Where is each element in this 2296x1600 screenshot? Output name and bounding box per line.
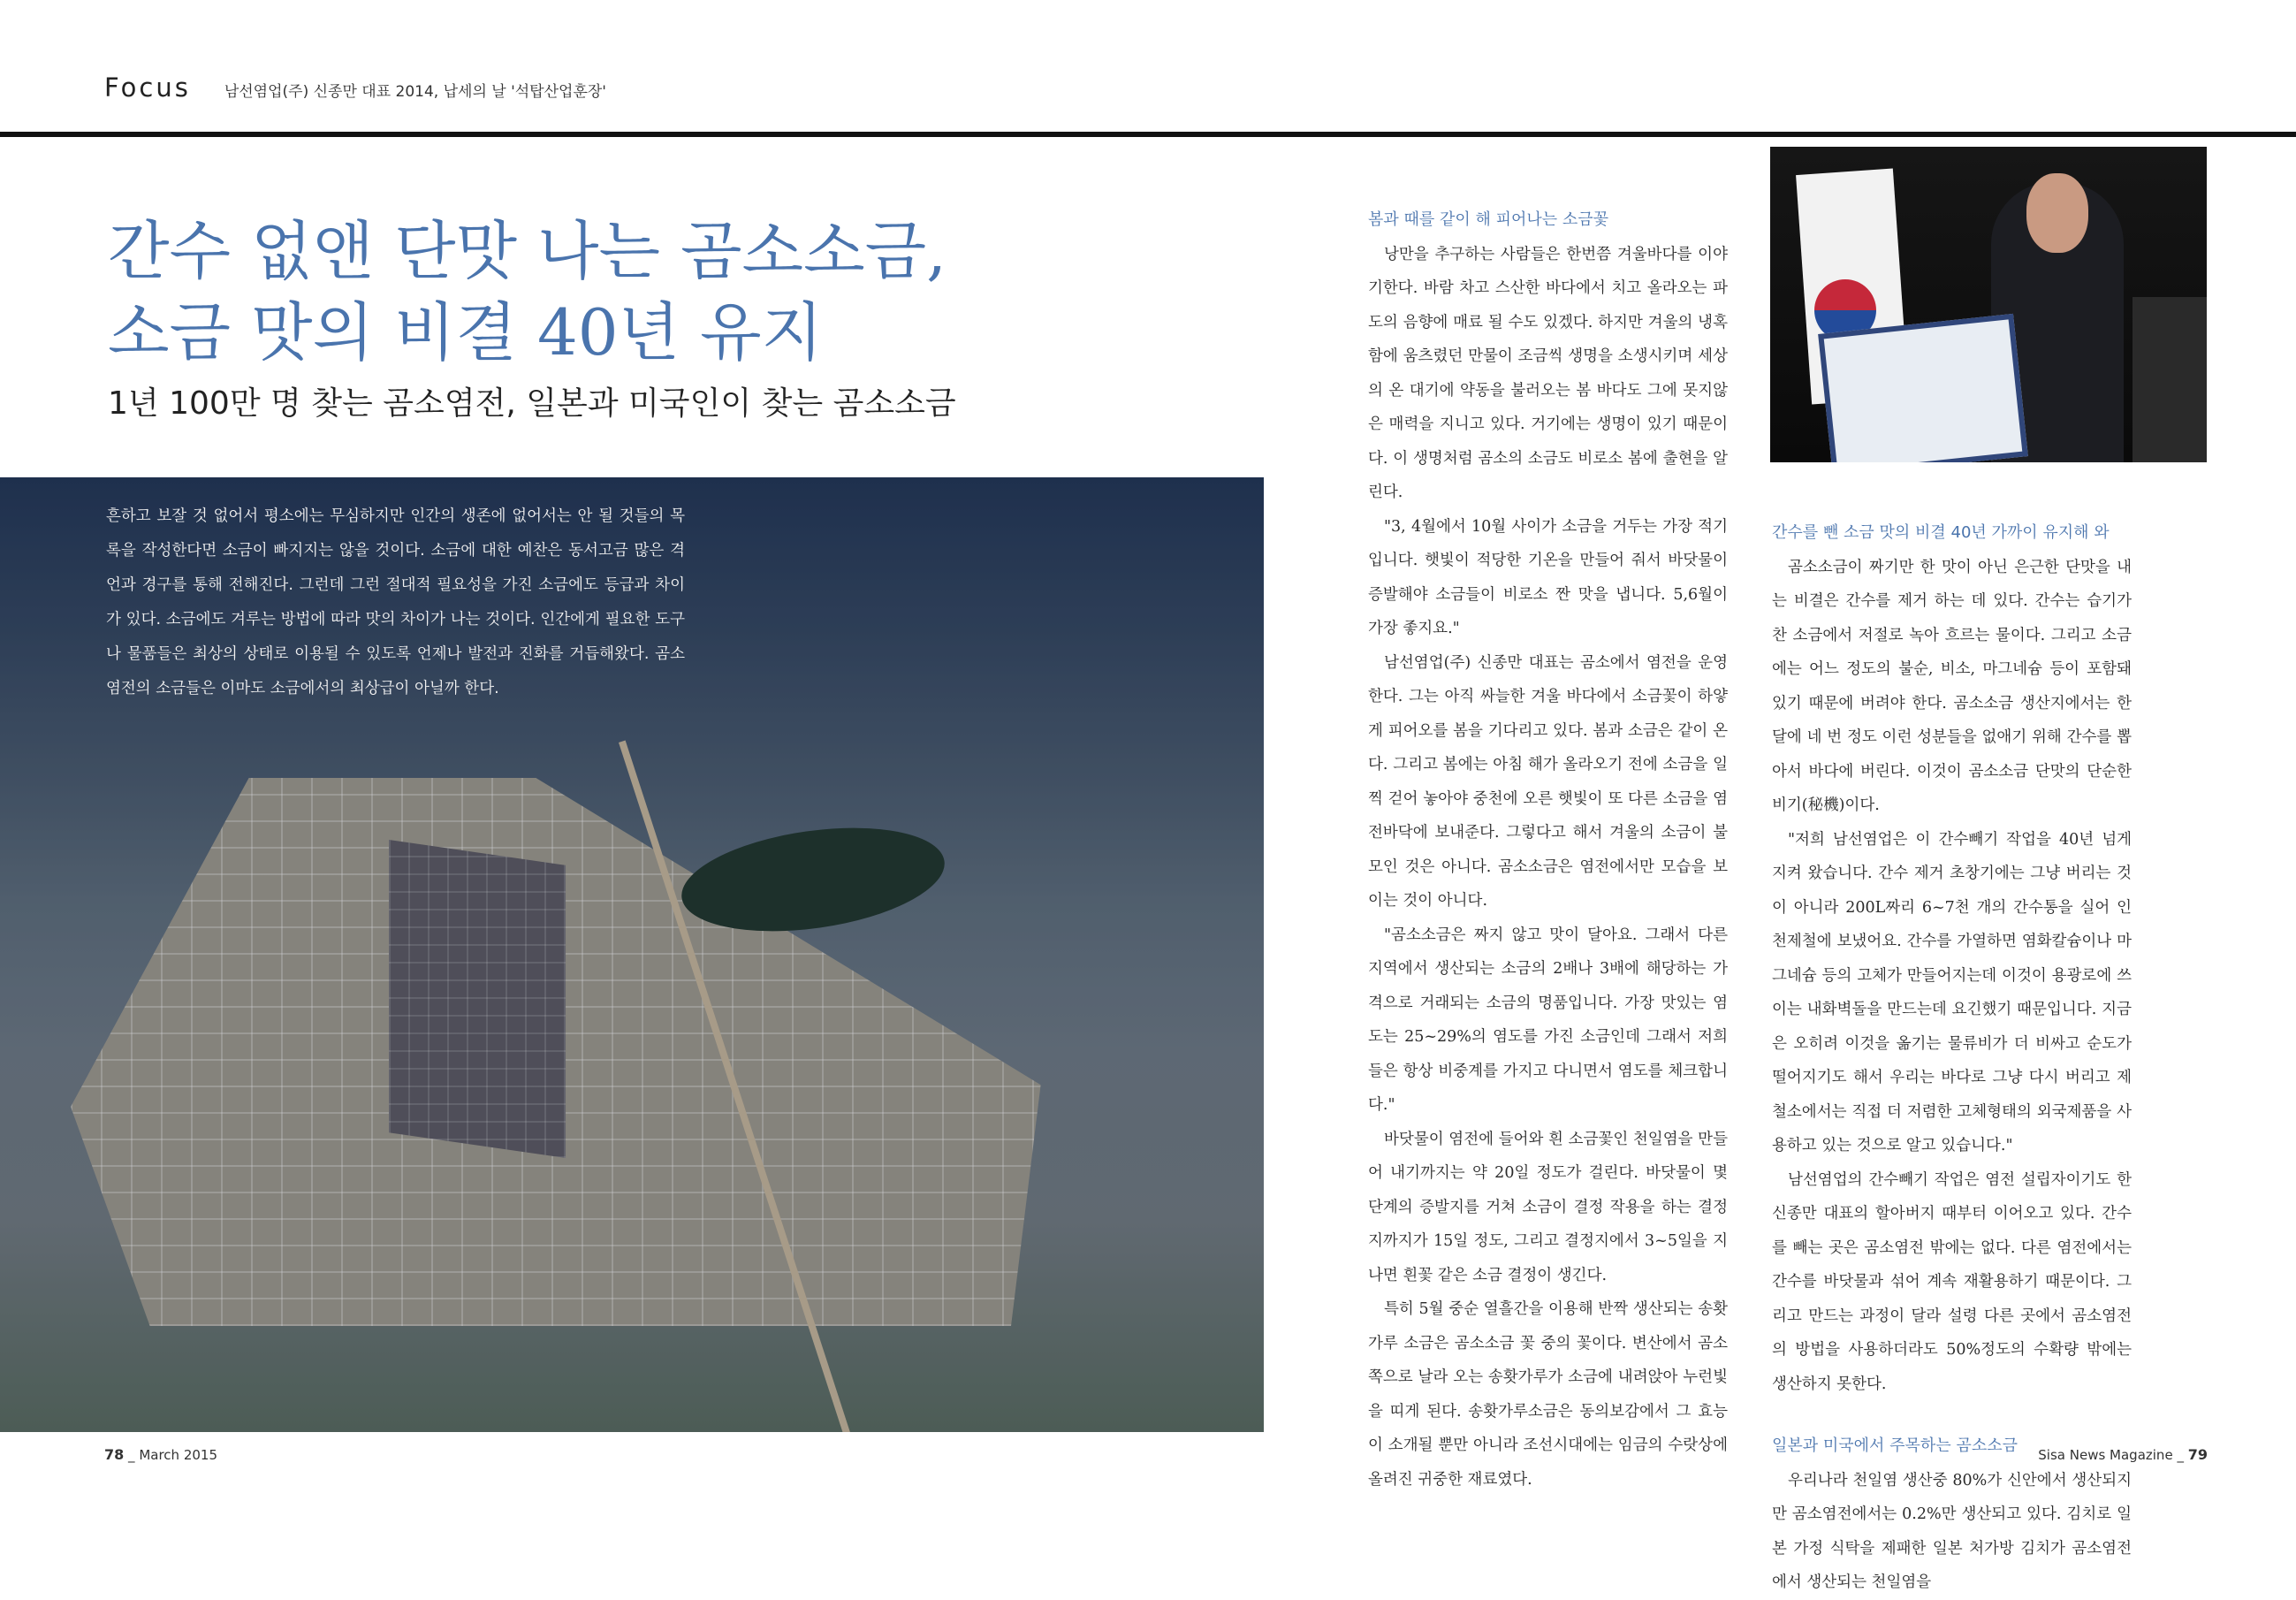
salt-farm-aerial-photo <box>0 477 1264 1432</box>
column-2-paragraph: 남선염업의 간수빼기 작업은 염전 설립자이기도 한 신종만 대표의 할아버지 때부터 이어오고 있다. 간수를 빼는 곳은 곰소염전 밖에는 없다. 다른 염전에서는 간수를 바닷물과 섞어 계속 재활용하기 때문이다. 그리고 만드는 과정이 달라 설령 다른 곳에서 곰소염전의 방법을 사용하더라도 50%정도의 수확량 밖에는 생산하지 못한다. <box>1772 1170 2132 1393</box>
column-1-paragraph: 낭만을 추구하는 사람들은 한번쯤 겨울바다를 이야기한다. 바람 차고 스산한 바다에서 치고 올라오는 파도의 음향에 매료 될 수도 있겠다. 하지만 겨울의 냉혹함에 움츠렸던 만물이 조금씩 생명을 소생시키며 세상의 온 대기에 약동을 불러오는 봄 바다도 그에 못지않은 매력을 지니고 있다. 거기에는 생명이 있기 때문이다. 이 생명처럼 곰소의 소금도 비로소 봄에 출현을 알린다. <box>1368 245 1728 501</box>
headline-line-1: 간수 없앤 단맛 나는 곰소소금, <box>108 214 947 288</box>
article-column-1 <box>1368 203 1728 1497</box>
award-ceremony-photo <box>1770 147 2207 462</box>
column-2-heading-1: 간수를 뺀 소금 맛의 비결 40년 가까이 유지해 와 <box>1772 523 2110 542</box>
header-subtitle: 남선염업(주) 신종만 대표 2014, 납세의 날 '석탑산업훈장' <box>224 83 606 101</box>
column-1-paragraph: "3, 4월에서 10월 사이가 소금을 거두는 가장 적기입니다. 햇빛이 적당한 기온을 만들어 줘서 바닷물이 증발해야 소금들이 비로소 짠 맛을 냅니다. 5,6월이 가장 좋지요." <box>1368 517 1728 637</box>
issue-date: March 2015 <box>139 1447 217 1463</box>
column-1-paragraph: "곰소소금은 짜지 않고 맛이 달아요. 그래서 다른 지역에서 생산되는 소금의 2배나 3배에 해당하는 가격으로 거래되는 소금의 명품입니다. 가장 맛있는 염도는 25~29%의 염도를 가진 소금인데 그래서 저희들은 항상 비중계를 가지고 다니면서 염도를 체크합니다." <box>1368 926 1728 1114</box>
headline <box>108 210 947 373</box>
section-label: Focus <box>104 72 191 103</box>
headline-line-2: 소금 맛의 비결 40년 유지 <box>108 295 824 370</box>
column-2-heading-2: 일본과 미국에서 주목하는 곰소소금 <box>1772 1436 2018 1455</box>
photo-caption-text: 흔하고 보잘 것 없어서 평소에는 무심하지만 인간의 생존에 없어서는 안 될 것들의 목록을 작성한다면 소금이 빠지지는 않을 것이다. 소금에 대한 예찬은 동서고금 많은 격언과 경구를 통해 전해진다. 그런데 그런 절대적 필요성을 가진 소금에도 등급과 차이가 있다. 소금에도 겨루는 방법에 따라 맛의 차이가 나는 것이다. 인간에게 필요한 도구나 물품들은 최상의 상태로 이용될 수 있도록 언제나 발전과 진화를 거듭해왔다. 곰소염전의 소금들은 이마도 소금에서의 최상급이 아닐까 한다. <box>106 507 685 697</box>
page-number-right: 79 <box>2187 1446 2208 1463</box>
column-1-paragraph: 바닷물이 염전에 들어와 흰 소금꽃인 천일염을 만들어 내기까지는 약 20일 정도가 걸린다. 바닷물이 몇 단계의 증발지를 거쳐 소금이 결정 작용을 하는 결정지까지가 15일 정도, 그리고 결정지에서 3~5일을 지나면 흰꽃 같은 소금 결정이 생긴다. <box>1368 1130 1728 1284</box>
page-number-left: 78 <box>104 1446 125 1463</box>
column-1-paragraph: 특히 5월 중순 열흘간을 이용해 반짝 생산되는 송홧가루 소금은 곰소소금 꽃 중의 꽃이다. 변산에서 곰소 쪽으로 날라 오는 송홧가루가 소금에 내려앉아 누런빛을 띠게 된다. 송홧가루소금은 동의보감에서 그 효능이 소개될 뿐만 아니라 조선시대에는 임금의 수랏상에 올려진 귀중한 재료였다. <box>1368 1300 1728 1489</box>
footer-separator: _ <box>128 1447 140 1463</box>
footer-right <box>2038 1446 2208 1463</box>
footer-separator: _ <box>2177 1447 2188 1463</box>
column-1-paragraph: 남선염업(주) 신종만 대표는 곰소에서 염전을 운영한다. 그는 아직 싸늘한 겨울 바다에서 소금꽃이 하얗게 피어오를 봄을 기다리고 있다. 봄과 소금은 같이 온다. 그리고 봄에는 아침 해가 올라오기 전에 소금을 일찍 걷어 놓아야 중천에 오른 햇빛이 또 다른 소금을 염전바닥에 보내준다. 그렇다고 해서 겨울의 소금이 불모인 것은 아니다. 곰소소금은 염전에서만 모습을 보이는 것이 아니다. <box>1368 653 1728 910</box>
ceo-face <box>2026 173 2088 253</box>
header-rule <box>0 132 2296 137</box>
attendees-group <box>2133 297 2207 462</box>
column-2-paragraph: "저희 남선염업은 이 간수빼기 작업을 40년 넘게 지켜 왔습니다. 간수 제거 초창기에는 그냥 버리는 것이 아니라 200L짜리 6~7천 개의 간수통을 실어 인천제철에 보냈어요. 간수를 가열하면 염화칼슘이나 마그네슘 등의 고체가 만들어지는데 이것이 용광로에 쓰이는 내화벽돌을 만드는데 요긴했기 때문입니다. 지금은 오히려 이것을 옮기는 물류비가 더 비싸고 순도가 떨어지기도 해서 우리는 바다로 그냥 다시 버리고 제철소에서는 직접 더 저렴한 고체형태의 외국제품을 사용하고 있는 것으로 알고 있습니다." <box>1772 830 2132 1154</box>
column-1-heading: 봄과 때를 같이 해 피어나는 소금꽃 <box>1368 210 1609 229</box>
article-column-2 <box>1772 516 2132 1600</box>
award-certificate <box>1818 314 2028 462</box>
magazine-name: Sisa News Magazine <box>2038 1447 2173 1463</box>
column-2-paragraph: 우리나라 천일염 생산중 80%가 신안에서 생산되지만 곰소염전에서는 0.2%만 생산되고 있다. 김치로 일본 가정 식탁을 제패한 일본 처가방 김치가 곰소염전에서 생산되는 천일염을 <box>1772 1471 2132 1591</box>
footer-left <box>104 1446 217 1463</box>
running-header <box>104 72 606 103</box>
column-2-paragraph: 곰소소금이 짜기만 한 맛이 아닌 은근한 단맛을 내는 비결은 간수를 제거 하는 데 있다. 간수는 습기가 찬 소금에서 저절로 녹아 흐르는 물이다. 그리고 소금에는 어느 정도의 불순, 비소, 마그네슘 등이 포함돼 있기 때문에 버려야 한다. 곰소소금 생산지에서는 한 달에 네 번 정도 이런 성분들을 없애기 위해 간수를 뽑아서 바다에 버린다. 이것이 곰소소금 단맛의 단순한 비기(秘機)이다. <box>1772 558 2132 814</box>
subheadline: 1년 100만 명 찾는 곰소염전, 일본과 미국인이 찾는 곰소소금 <box>108 385 956 422</box>
